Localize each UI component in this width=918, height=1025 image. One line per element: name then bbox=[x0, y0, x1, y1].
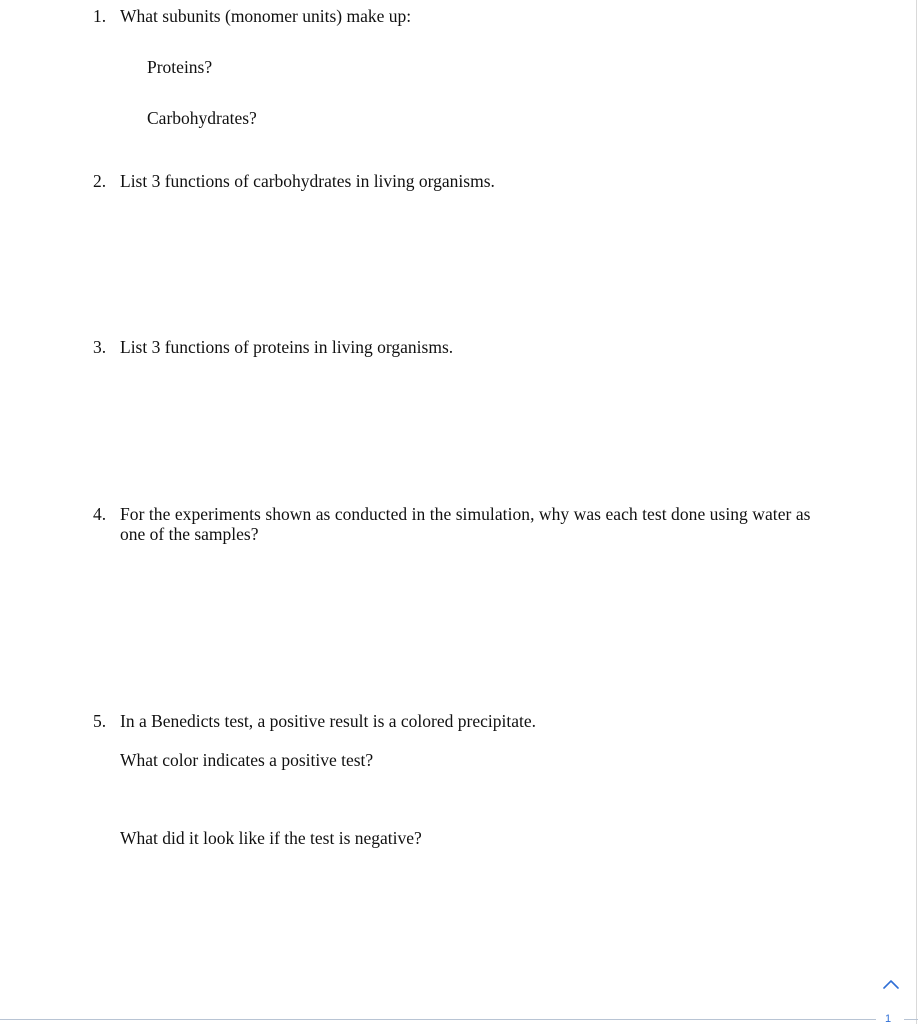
question-4-text-line2: one of the samples? bbox=[120, 524, 259, 544]
question-4-number: 4. bbox=[93, 504, 107, 524]
chevron-up-icon bbox=[883, 979, 899, 989]
question-2-text: List 3 functions of carbohydrates in living organisms. bbox=[120, 171, 495, 191]
scroll-up-button[interactable] bbox=[879, 973, 903, 995]
question-5-subitem-positive: What color indicates a positive test? bbox=[120, 750, 374, 770]
page-bottom-rule-right bbox=[904, 1019, 918, 1020]
page-number-indicator: 1 bbox=[885, 1013, 892, 1025]
question-3-text: List 3 functions of proteins in living organisms. bbox=[120, 337, 454, 357]
question-1-subitem-proteins: Proteins? bbox=[147, 57, 213, 77]
page-bottom-rule bbox=[0, 1019, 876, 1020]
question-3-number: 3. bbox=[93, 337, 107, 357]
page-edge-divider bbox=[916, 0, 917, 1024]
question-1-number: 1. bbox=[93, 6, 107, 26]
question-1-subitem-carbohydrates: Carbohydrates? bbox=[147, 108, 257, 128]
question-5-number: 5. bbox=[93, 711, 107, 731]
question-4-text-line1: For the experiments shown as conducted in the simulation, why was each test done using water as bbox=[120, 504, 811, 524]
question-2-number: 2. bbox=[93, 171, 107, 191]
question-1-text: What subunits (monomer units) make up: bbox=[120, 6, 412, 26]
question-5-subitem-negative: What did it look like if the test is negative? bbox=[120, 828, 422, 848]
question-5-text: In a Benedicts test, a positive result is a colored precipitate. bbox=[120, 711, 536, 731]
